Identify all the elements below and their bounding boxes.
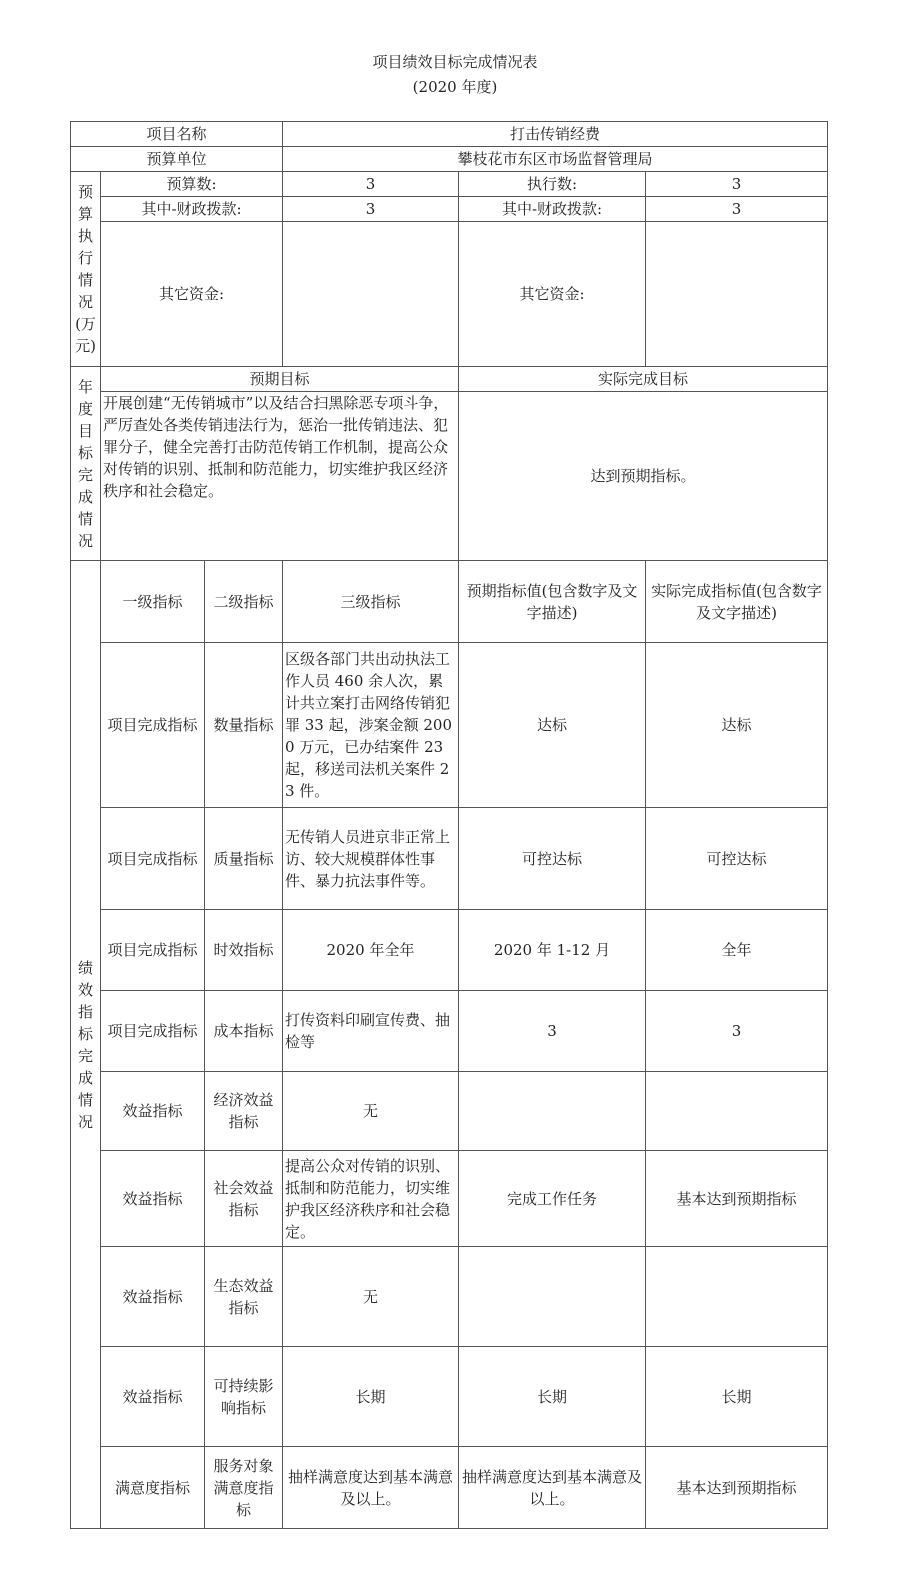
fiscal-exec-value: 3 [646, 197, 828, 222]
row9-actual: 基本达到预期指标 [646, 1447, 828, 1529]
row9-level2: 服务对象满意度指标 [205, 1447, 283, 1529]
other-funds-exec-value [646, 222, 828, 367]
actual-goal-header: 实际完成目标 [459, 367, 828, 392]
row1-level2: 数量指标 [205, 643, 283, 808]
row5-level1: 效益指标 [101, 1072, 205, 1151]
fiscal-budget-label: 其中-财政拨款: [101, 197, 283, 222]
expected-goal-text: 开展创建“无传销城市”以及结合扫黑除恶专项斗争，严厉查处各类传销违法行为，惩治一批传销违法、犯罪分子，健全完善打击防范传销工作机制，提高公众对传销的识别、抵制和防范能力，切实维护我区经济秩序和社会稳定。 [101, 392, 459, 561]
row4-expected: 3 [459, 991, 646, 1072]
row8-level3: 长期 [283, 1347, 459, 1447]
fiscal-budget-value: 3 [283, 197, 459, 222]
row2-expected: 可控达标 [459, 808, 646, 910]
row6-expected: 完成工作任务 [459, 1151, 646, 1247]
row7-expected [459, 1247, 646, 1347]
fiscal-exec-label: 其中-财政拨款: [459, 197, 646, 222]
budget-unit-label: 预算单位 [71, 147, 283, 172]
header-level3: 三级指标 [283, 561, 459, 643]
exec-amount-label: 执行数: [459, 172, 646, 197]
row6-actual: 基本达到预期指标 [646, 1151, 828, 1247]
row8-actual: 长期 [646, 1347, 828, 1447]
header-actual-value: 实际完成指标值(包含数字及文字描述) [646, 561, 828, 643]
row7-actual [646, 1247, 828, 1347]
other-funds-value [283, 222, 459, 367]
budget-amount-label: 预算数: [101, 172, 283, 197]
project-name-label: 项目名称 [71, 122, 283, 147]
row3-expected: 2020 年 1-12 月 [459, 910, 646, 991]
row3-level2: 时效指标 [205, 910, 283, 991]
actual-goal-text: 达到预期指标。 [459, 392, 828, 561]
row6-level2: 社会效益指标 [205, 1151, 283, 1247]
row5-expected [459, 1072, 646, 1151]
performance-section-label: 绩 效 指 标 完 成 情 况 [71, 561, 101, 1529]
annual-section-label: 年 度 目 标 完 成 情 况 [71, 367, 101, 561]
row2-level3: 无传销人员进京非正常上访、较大规模群体性事件、暴力抗法事件等。 [283, 808, 459, 910]
row4-level3: 打传资料印刷宣传费、抽检等 [283, 991, 459, 1072]
project-name-value: 打击传销经费 [283, 122, 828, 147]
budget-unit-value: 攀枝花市东区市场监督管理局 [283, 147, 828, 172]
row2-level2: 质量指标 [205, 808, 283, 910]
other-funds-label: 其它资金: [101, 222, 283, 367]
row2-level1: 项目完成指标 [101, 808, 205, 910]
row5-level3: 无 [283, 1072, 459, 1151]
row8-level2: 可持续影响指标 [205, 1347, 283, 1447]
row9-expected: 抽样满意度达到基本满意及以上。 [459, 1447, 646, 1529]
row9-level1: 满意度指标 [101, 1447, 205, 1529]
row8-expected: 长期 [459, 1347, 646, 1447]
row1-level3: 区级各部门共出动执法工作人员 460 余人次，累计共立案打击网络传销犯罪 33 起，涉案金额 2000 万元，已办结案件 23 起，移送司法机关案件 23 件。 [283, 643, 459, 808]
row7-level1: 效益指标 [101, 1247, 205, 1347]
row3-level1: 项目完成指标 [101, 910, 205, 991]
budget-section-label: 预 算 执 行 情 况 (万 元) [71, 172, 101, 367]
row3-actual: 全年 [646, 910, 828, 991]
row1-level1: 项目完成指标 [101, 643, 205, 808]
row2-actual: 可控达标 [646, 808, 828, 910]
page-subtitle-year: (2020 年度) [412, 78, 498, 96]
row1-actual: 达标 [646, 643, 828, 808]
header-level1: 一级指标 [101, 561, 205, 643]
expected-goal-header: 预期目标 [101, 367, 459, 392]
row7-level3: 无 [283, 1247, 459, 1347]
other-funds-exec-label: 其它资金: [459, 222, 646, 367]
budget-amount-value: 3 [283, 172, 459, 197]
row5-actual [646, 1072, 828, 1151]
row9-level3: 抽样满意度达到基本满意及以上。 [283, 1447, 459, 1529]
row7-level2: 生态效益指标 [205, 1247, 283, 1347]
performance-table [70, 121, 828, 1529]
row4-level2: 成本指标 [205, 991, 283, 1072]
row1-expected: 达标 [459, 643, 646, 808]
exec-amount-value: 3 [646, 172, 828, 197]
header-level2: 二级指标 [205, 561, 283, 643]
row5-level2: 经济效益指标 [205, 1072, 283, 1151]
row6-level3: 提高公众对传销的识别、抵制和防范能力，切实维护我区经济秩序和社会稳定。 [283, 1151, 459, 1247]
row6-level1: 效益指标 [101, 1151, 205, 1247]
row4-actual: 3 [646, 991, 828, 1072]
header-expected-value: 预期指标值(包含数字及文字描述) [459, 561, 646, 643]
row4-level1: 项目完成指标 [101, 991, 205, 1072]
page-title: 项目绩效目标完成情况表 [372, 53, 538, 71]
row3-level3: 2020 年全年 [283, 910, 459, 991]
row8-level1: 效益指标 [101, 1347, 205, 1447]
